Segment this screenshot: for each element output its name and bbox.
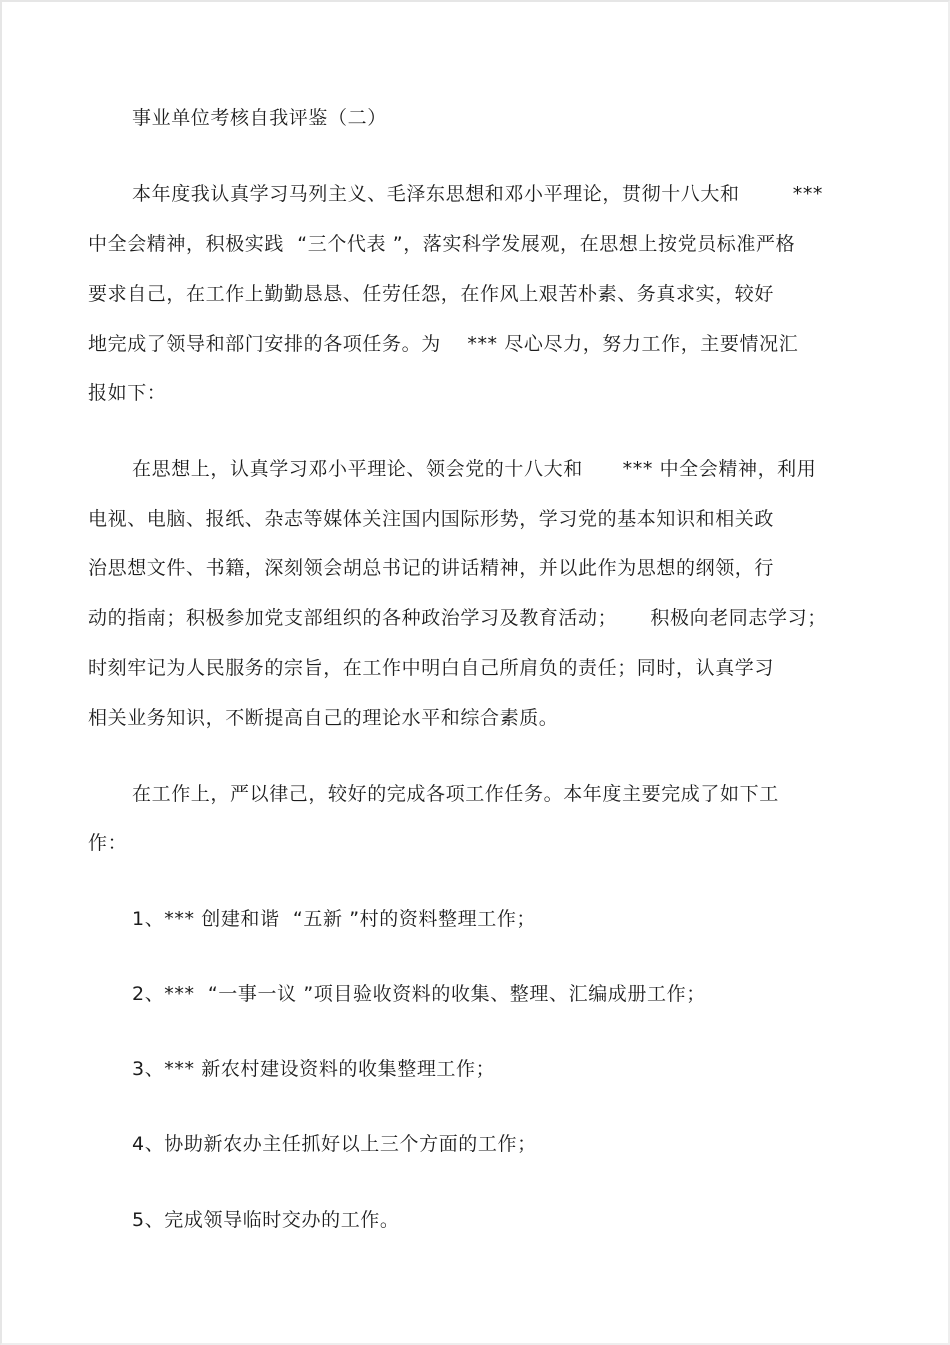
paragraph2-line-6: 相关业务知识，不断提高自己的理论水平和综合素质。 [88, 707, 559, 729]
list-item-4: 4、协助新农办主任抓好以上三个方面的工作； [132, 1133, 537, 1155]
list-item-3: 3、*** 新农村建设资料的收集整理工作； [132, 1058, 496, 1080]
paragraph3-line-1: 在工作上，严以律己，较好的完成各项工作任务。本年度主要完成了如下工 [132, 783, 779, 805]
paragraph1-line-1: 本年度我认真学习马列主义、毛泽东思想和邓小平理论，贯彻十八大和 *** [132, 183, 824, 205]
paragraph1-line-4: 地完成了领导和部门安排的各项任务。为 *** 尽心尽力，努力工作，主要情况汇 [88, 333, 799, 355]
document-title: 事业单位考核自我评鉴（二） [132, 107, 387, 129]
paragraph3-line-2: 作： [88, 832, 128, 854]
list-item-1: 1、*** 创建和谐 “五新 ”村的资料整理工作； [132, 908, 537, 930]
paragraph2-line-2: 电视、电脑、报纸、杂志等媒体关注国内国际形势，学习党的基本知识和相关政 [88, 508, 775, 530]
paragraph1-line-3: 要求自己，在工作上勤勤恳恳、任劳任怨，在作风上艰苦朴素、务真求实，较好 [88, 283, 775, 305]
paragraph2-line-3: 治思想文件、书籍，深刻领会胡总书记的讲话精神，并以此作为思想的纲领，行 [88, 557, 775, 579]
paragraph2-line-4: 动的指南；积极参加党支部组织的各种政治学习及教育活动； 积极向老同志学习； [88, 607, 827, 629]
paragraph2-line-5: 时刻牢记为人民服务的宗旨，在工作中明白自己所肩负的责任；同时，认真学习 [88, 657, 775, 679]
paragraph2-line-1: 在思想上，认真学习邓小平理论、领会党的十八大和 *** 中全会精神，利用 [132, 458, 817, 480]
paragraph1-line-5: 报如下： [88, 382, 167, 404]
list-item-2: 2、*** “一事一议 ”项目验收资料的收集、整理、汇编成册工作； [132, 983, 706, 1005]
paragraph1-line-2: 中全会精神，积极实践 “三个代表 ”，落实科学发展观，在思想上按党员标准严格 [88, 233, 796, 255]
list-item-5: 5、完成领导临时交办的工作。 [132, 1209, 400, 1231]
